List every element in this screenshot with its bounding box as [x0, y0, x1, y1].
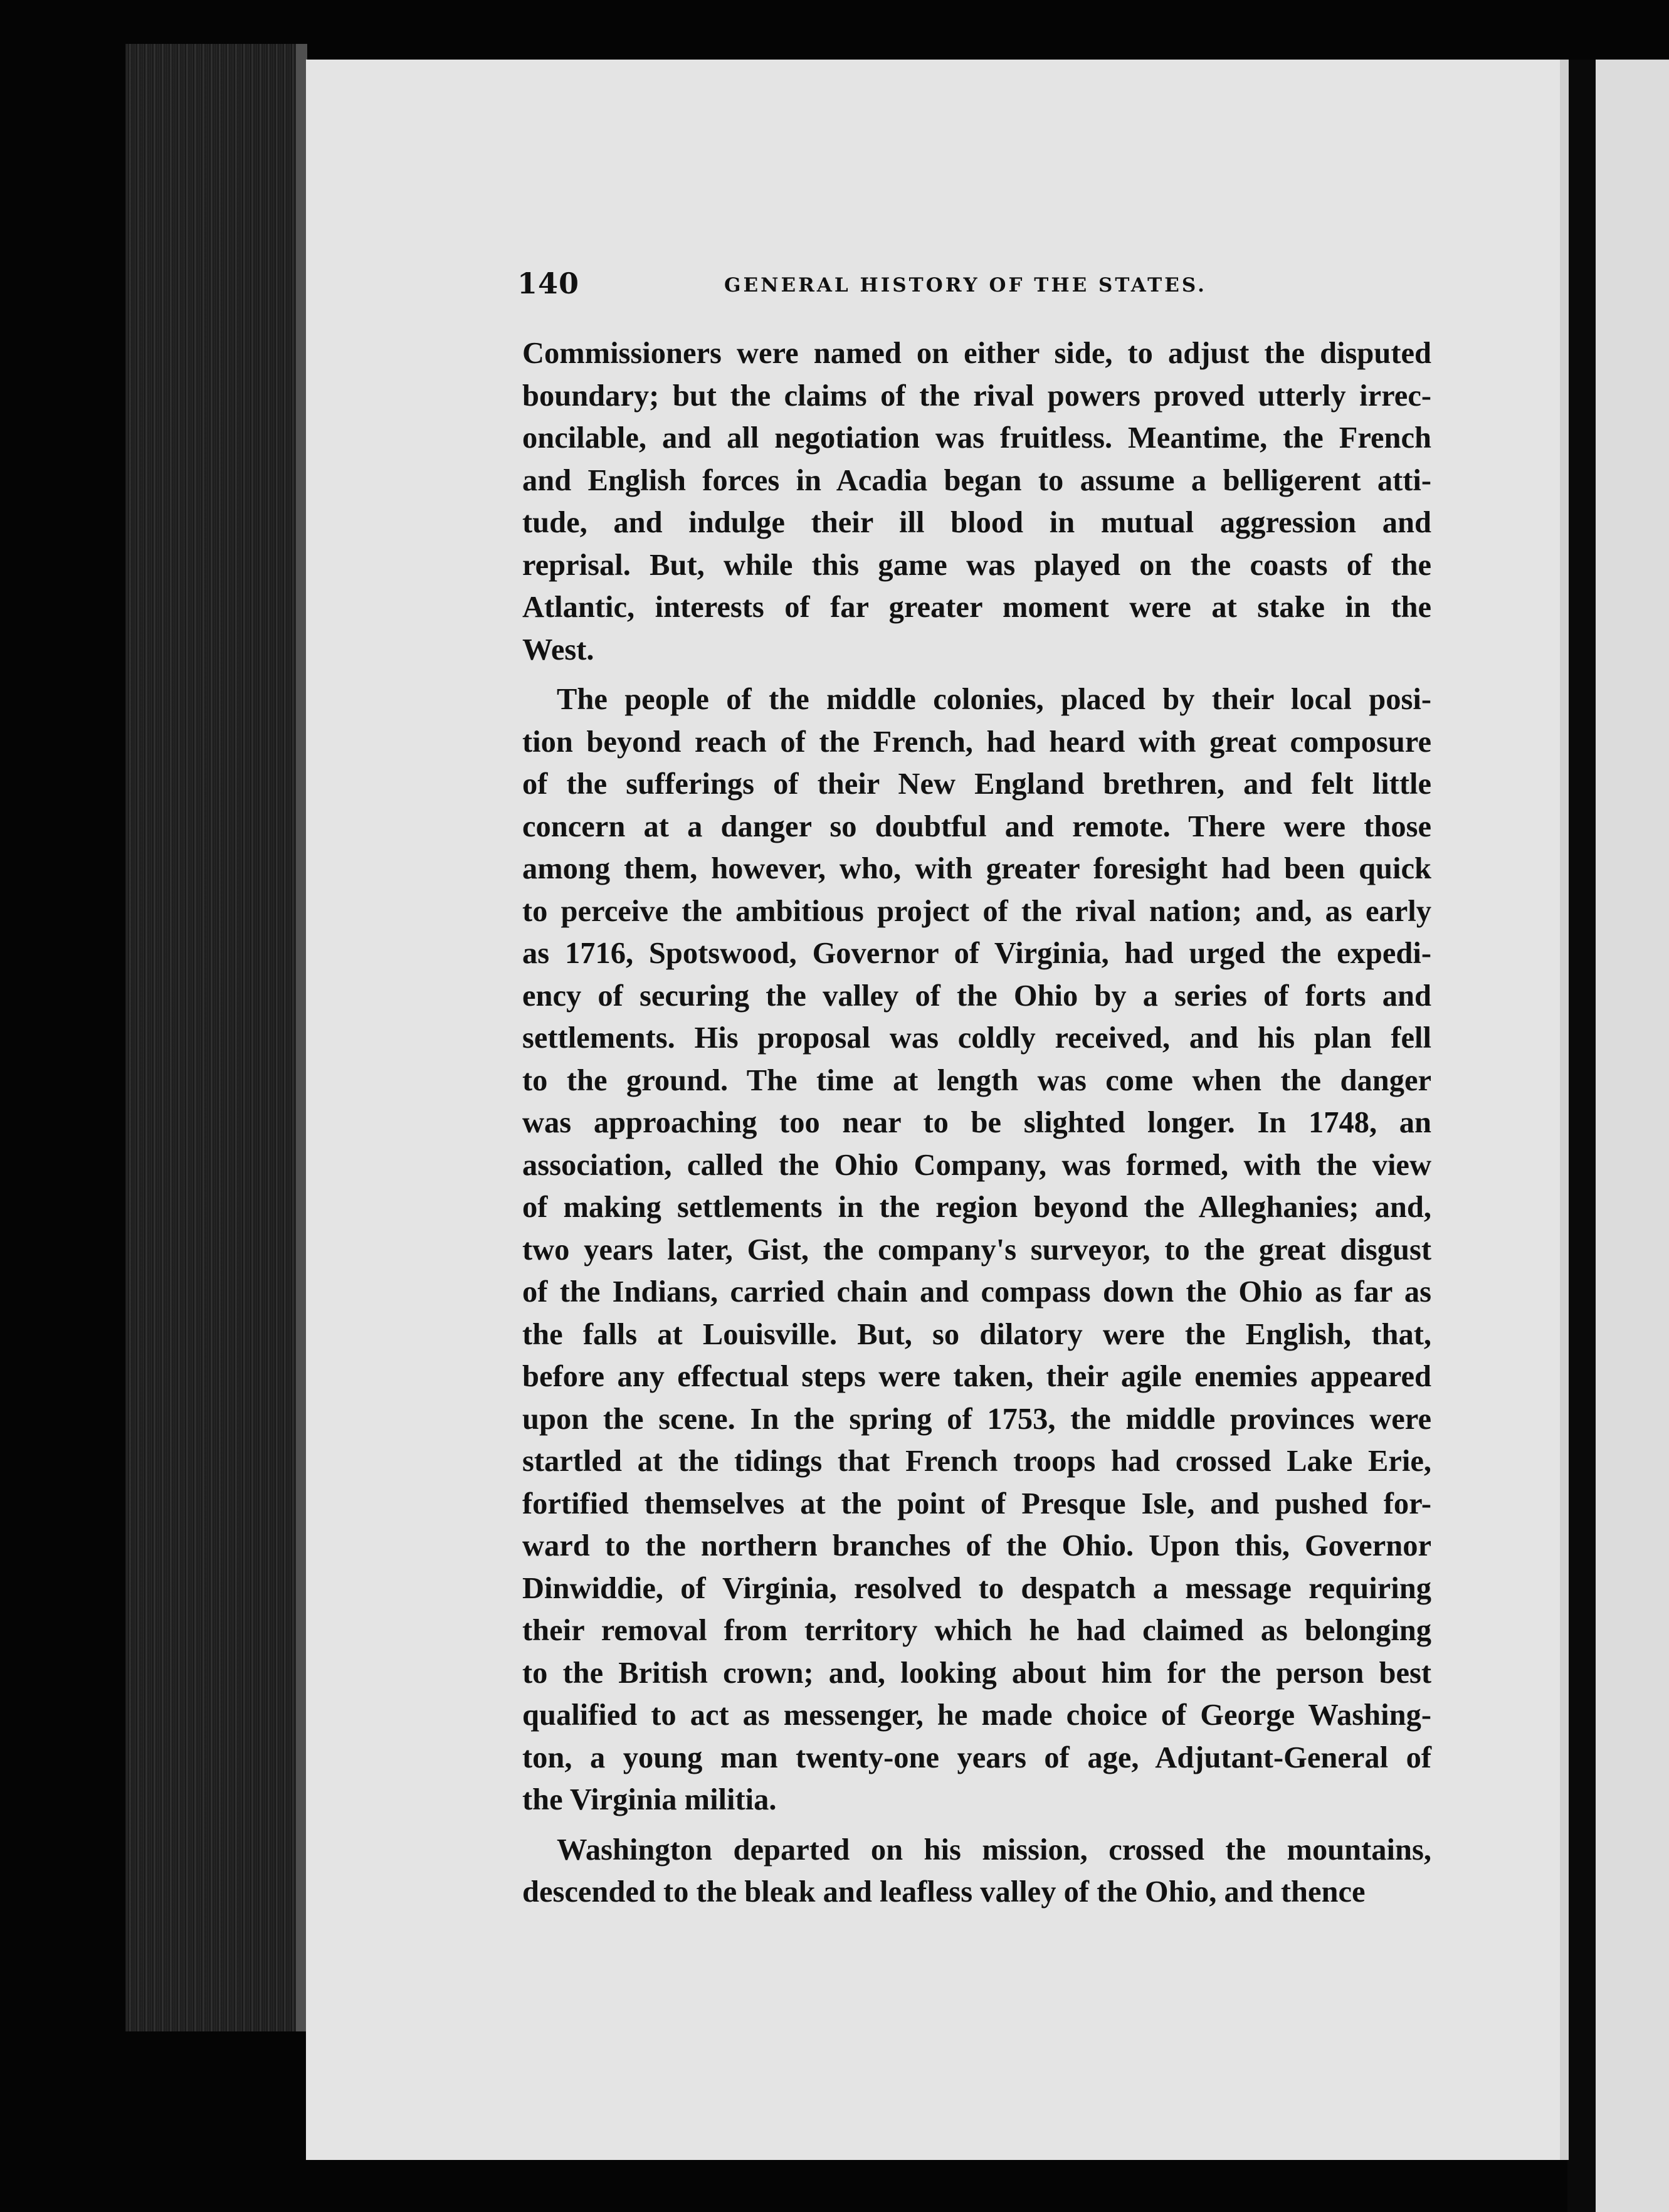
book-page-edges [125, 44, 307, 2031]
text-line: ency of securing the valley of the Ohio by a series of forts and [522, 979, 1431, 1013]
page-header [517, 266, 1226, 317]
text-line: Commissioners were named on either side, to adjust the disputed [522, 337, 1431, 370]
text-line: Atlantic, interests of far greater moment were at stake in the [522, 591, 1431, 624]
text-line: settlements. His proposal was coldly received, and his plan fell [522, 1021, 1431, 1055]
text-line: of the sufferings of their New England brethren, and felt little [522, 767, 1431, 801]
text-line: descended to the bleak and leafless valley of the Ohio, and thence [522, 1875, 1366, 1909]
running-title: GENERAL HISTORY OF THE STATES. [724, 274, 1207, 297]
text-line: before any effectual steps were taken, their agile enemies appeared [522, 1360, 1431, 1393]
text-line: their removal from territory which he had claimed as belonging [522, 1614, 1431, 1647]
text-line: to perceive the ambitious project of the rival nation; and, as early [522, 894, 1431, 928]
paragraph-container [522, 332, 1431, 1914]
text-line: tion beyond reach of the French, had heard with great composure [522, 725, 1431, 759]
text-line: was approaching too near to be slighted longer. In 1748, an [522, 1106, 1431, 1139]
paragraph-gap [522, 1821, 1431, 1829]
text-line: The people of the middle colonies, placed by their local posi- [557, 683, 1431, 716]
text-line: two years later, Gist, the company's surveyor, to the great disgust [522, 1233, 1431, 1267]
text-line: tude, and indulge their ill blood in mutual aggression and [522, 506, 1431, 539]
adjacent-page [1596, 60, 1669, 2212]
text-line: West. [522, 633, 594, 666]
text-line: among them, however, who, with greater foresight had been quick [522, 852, 1431, 885]
text-line: as 1716, Spotswood, Governor of Virginia, had urged the expedi- [522, 937, 1431, 970]
paragraph [522, 1829, 1431, 1914]
text-line: qualified to act as messenger, he made choice of George Washing- [522, 1698, 1431, 1732]
text-line: upon the scene. In the spring of 1753, the middle provinces were [522, 1402, 1431, 1436]
text-line: concern at a danger so doubtful and remote. There were those [522, 809, 1431, 843]
text-line: ton, a young man twenty-one years of age, Adjutant-General of [522, 1741, 1431, 1774]
text-line: boundary; but the claims of the rival powers proved utterly irrec- [522, 379, 1431, 413]
page-number: 140 [517, 266, 580, 300]
text-line: the Virginia militia. [522, 1783, 777, 1816]
text-line: of the Indians, carried chain and compass down the Ohio as far as [522, 1275, 1431, 1309]
text-line: fortified themselves at the point of Presque Isle, and pushed for- [522, 1487, 1431, 1520]
text-line: the falls at Louisville. But, so dilatory were the English, that, [522, 1317, 1431, 1351]
text-line: and English forces in Acadia began to assume a belligerent atti- [522, 463, 1431, 497]
text-line: Dinwiddie, of Virginia, resolved to despatch a message requiring [522, 1571, 1431, 1605]
text-line: ward to the northern branches of the Ohio. Upon this, Governor [522, 1529, 1431, 1562]
text-line: reprisal. But, while this game was played on the coasts of the [522, 548, 1431, 582]
paragraph [522, 332, 1431, 671]
text-line: of making settlements in the region beyond the Alleghanies; and, [522, 1191, 1431, 1224]
paragraph-gap [522, 671, 1431, 678]
text-line: to the British crown; and, looking about him for the person best [522, 1656, 1431, 1690]
book-gutter [1567, 60, 1596, 2212]
text-line: startled at the tidings that French troops had crossed Lake Erie, [522, 1445, 1431, 1478]
text-line: Washington departed on his mission, crossed the mountains, [557, 1833, 1431, 1867]
paragraph [522, 678, 1431, 1821]
text-line: association, called the Ohio Company, was formed, with the view [522, 1148, 1431, 1182]
text-line: to the ground. The time at length was come when the danger [522, 1063, 1431, 1097]
text-line: oncilable, and all negotiation was fruitless. Meantime, the French [522, 421, 1431, 455]
body-text [522, 332, 1431, 1914]
